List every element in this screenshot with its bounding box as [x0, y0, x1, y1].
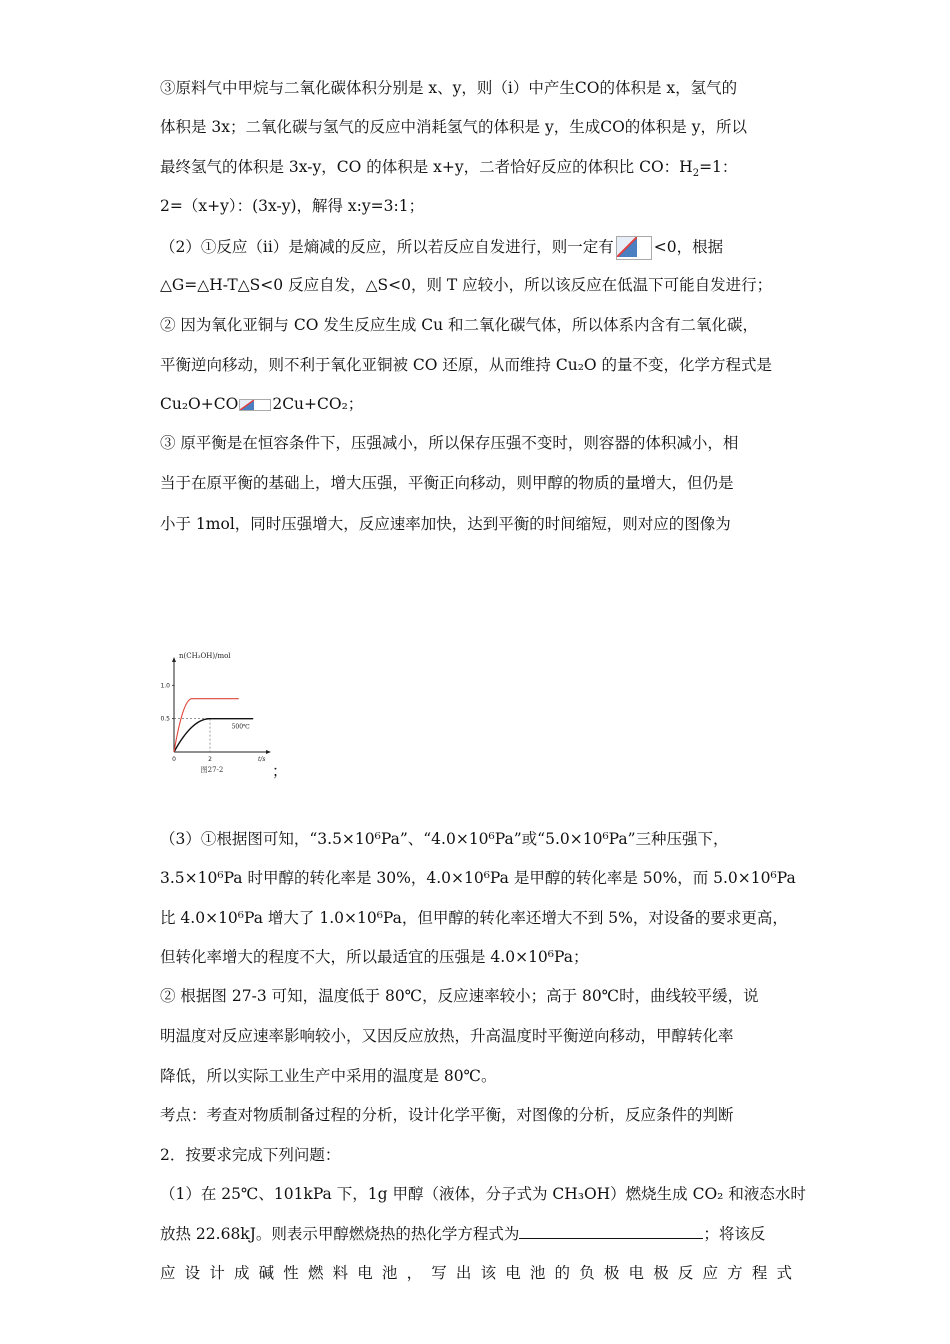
text-line: 降低，所以实际工业生产中采用的温度是 80℃。 — [160, 1067, 497, 1085]
text-line: 平衡逆向移动，则不利于氧化亚铜被 CO 还原，从而维持 Cu₂O 的量不变，化学方程式是 — [160, 356, 773, 374]
text-span: （2）①反应（ii）是熵减的反应，所以若反应自发进行，则一定有 — [160, 238, 614, 256]
text-line: ② 因为氧化亚铜与 CO 发生反应生成 Cu 和二氧化碳气体，所以体系内含有二氧化碳， — [160, 316, 759, 334]
text-line: 但转化率增大的程度不大，所以最适宜的压强是 4.0×10⁶Pa； — [160, 948, 589, 966]
text-span: 放热 22.68kJ。则表示甲醇燃烧热的热化学方程式为 — [160, 1225, 520, 1243]
text-line — [160, 1224, 765, 1244]
text-line — [160, 157, 738, 180]
text-line — [160, 394, 363, 414]
x-axis-arrow-icon — [266, 750, 271, 754]
text-line: 考点：考查对物质制备过程的分析，设计化学平衡，对图像的分析，反应条件的判断 — [160, 1106, 734, 1124]
y-axis-arrow-icon — [172, 657, 176, 662]
text-line: 3.5×10⁶Pa 时甲醇的转化率是 30%，4.0×10⁶Pa 是甲醇的转化率是 50%，而 5.0×10⁶Pa — [160, 869, 796, 887]
text-line: 体积是 3x；二氧化碳与氢气的反应中消耗氢气的体积是 y，生成CO的体积是 y，所以 — [160, 118, 747, 136]
text-line: 应设计成碱性燃料电池，写出该电池的负极电极反应方程式 — [160, 1264, 792, 1282]
methanol-amount-chart — [160, 648, 272, 776]
text-line: 小于 1mol，同时压强增大，反应速率加快，达到平衡的时间缩短，则对应的图像为 — [160, 515, 731, 533]
chart-caption: 图27-2 — [200, 766, 224, 774]
reaction-condition-image-icon — [239, 399, 271, 411]
text-line: 明温度对反应速率影响较小，又因反应放热，升高温度时平衡逆向移动，甲醇转化率 — [160, 1027, 734, 1045]
text-line: 当于在原平衡的基础上，增大压强，平衡正向移动，则甲醇的物质的量增大，但仍是 — [160, 474, 734, 492]
text-line: （3）①根据图可知，“3.5×10⁶Pa”、“4.0×10⁶Pa”或“5.0×10⁶Pa”三种压强下， — [160, 830, 729, 848]
question-heading: 2．按要求完成下列问题： — [160, 1146, 341, 1164]
y-tick-label: 1.0 — [160, 682, 170, 690]
series-line-1 — [174, 699, 239, 752]
text-span: =1： — [699, 158, 738, 176]
y-tick-label: 0.5 — [160, 715, 170, 723]
text-span: ；将该反 — [703, 1225, 766, 1243]
answer-blank — [519, 1224, 703, 1239]
x-axis-label: t/s — [258, 756, 266, 763]
text-span: <0，根据 — [653, 238, 724, 256]
text-line: ② 根据图 27-3 可知，温度低于 80℃，反应速率较小；高于 80℃时，曲线较平缓，说 — [160, 987, 759, 1005]
delta-h-image-icon — [616, 236, 652, 260]
text-line: ③原料气中甲烷与二氧化碳体积分别是 x、y，则（i）中产生CO的体积是 x，氢气的 — [160, 79, 738, 97]
text-line: 2=（x+y）：(3x-y)，解得 x:y=3:1； — [160, 197, 425, 215]
text-span: Cu₂O+CO — [160, 395, 239, 413]
x-tick-label: 2 — [208, 756, 212, 763]
y-axis-label: n(CH₃OH)/mol — [179, 652, 231, 660]
text-line — [160, 236, 723, 260]
text-semicolon: ； — [272, 762, 288, 780]
text-line: △G=△H-T△S<0 反应自发，△S<0，则 T 应较小，所以该反应在低温下可能自发进行； — [160, 276, 773, 294]
series-annotation-500c: 500℃ — [231, 723, 250, 731]
text-span: 2Cu+CO₂； — [272, 395, 364, 413]
text-line: 比 4.0×10⁶Pa 增大了 1.0×10⁶Pa，但甲醇的转化率还增大不到 5%，对设备的要求更高， — [160, 909, 788, 927]
h2-symbol: H — [679, 158, 693, 176]
x-tick-label: 0 — [172, 756, 176, 763]
text-span: 最终氢气的体积是 3x-y，CO 的体积是 x+y，二者恰好反应的体积比 CO： — [160, 158, 680, 176]
text-line: ③ 原平衡是在恒容条件下，压强减小，所以保存压强不变时，则容器的体积减小，相 — [160, 434, 739, 452]
text-line: （1）在 25℃、101kPa 下，1g 甲醇（液体，分子式为 CH₃OH）燃烧生成 CO₂ 和液态水时 — [160, 1185, 806, 1203]
h2-subscript: 2 — [692, 168, 700, 180]
